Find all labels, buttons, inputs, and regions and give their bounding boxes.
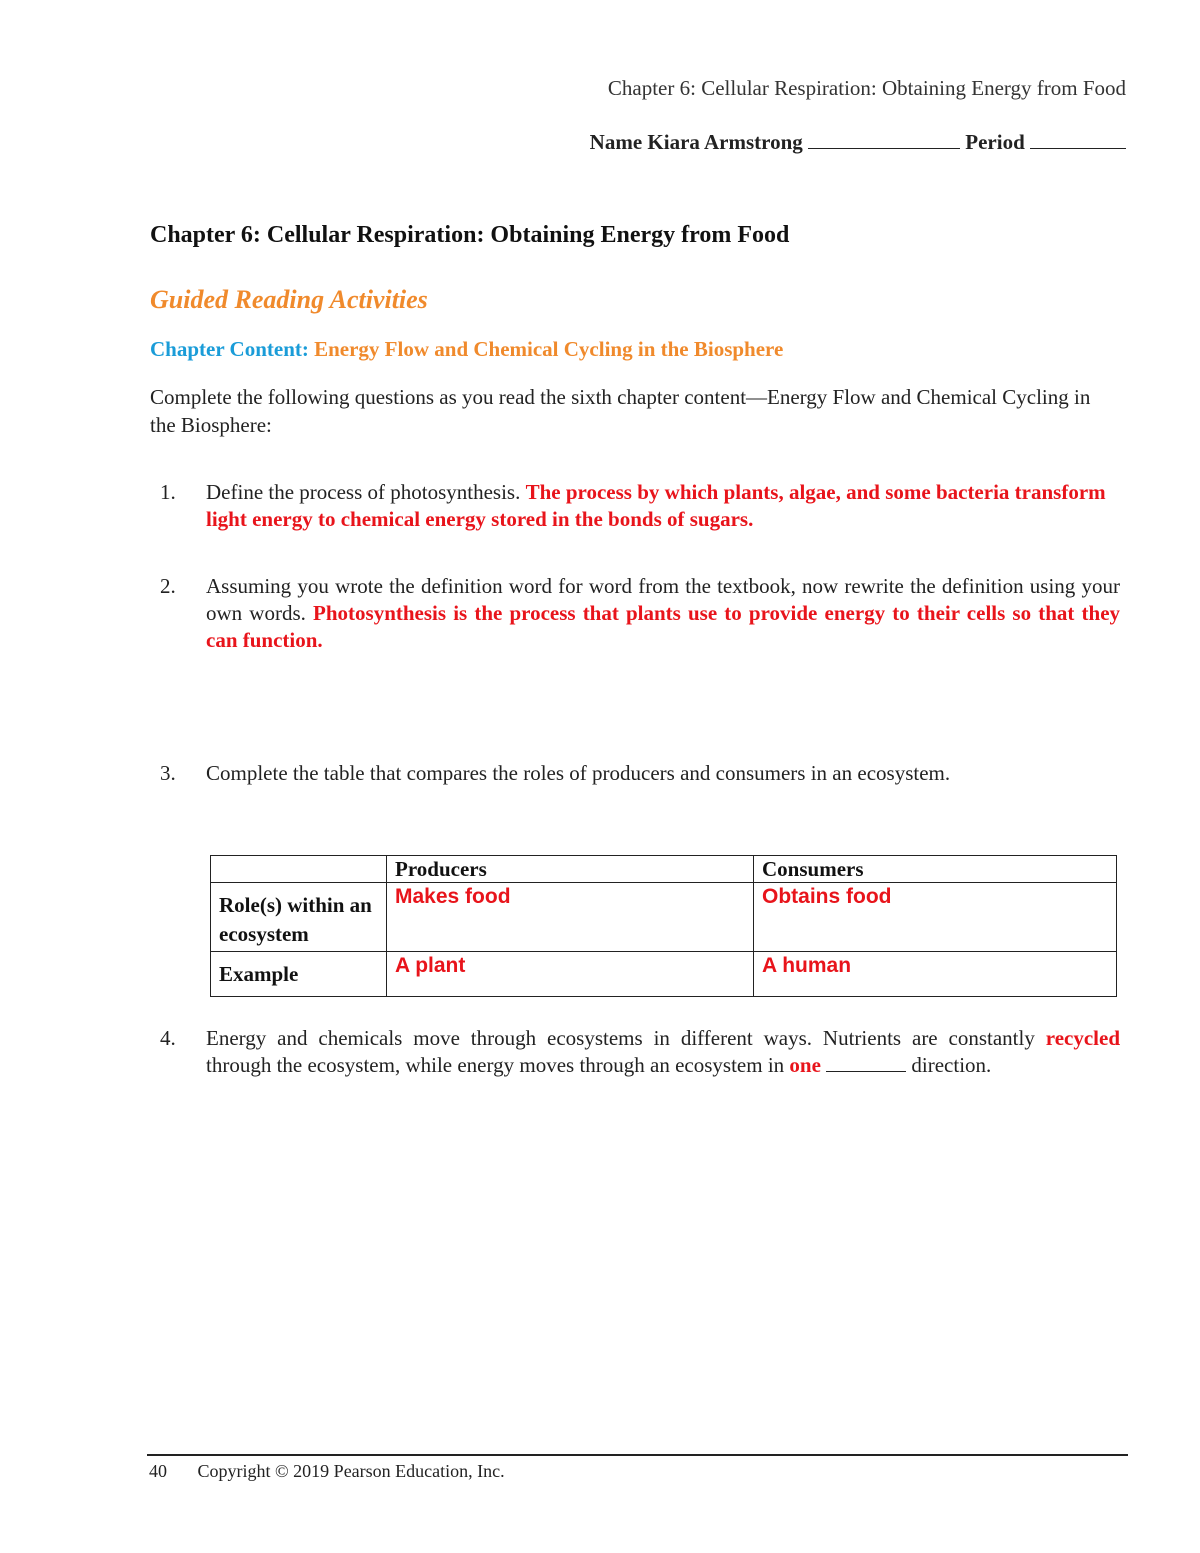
page-number: 40 — [149, 1461, 167, 1481]
question-number: 4. — [160, 1026, 176, 1050]
table-header-cell — [211, 856, 387, 883]
chapter-title: Chapter 6: Cellular Respiration: Obtaining Energy from Food — [150, 222, 790, 248]
question-number: 2. — [160, 574, 176, 598]
question-text-part2: through the ecosystem, while energy moves through an ecosystem in — [206, 1053, 785, 1077]
question-text-part1: Energy and chemicals move through ecosystems in different ways. Nutrients are constantly — [206, 1026, 1035, 1050]
intro-paragraph: Complete the following questions as you read the sixth chapter content—Energy Flow and Chemical Cycling in the Biosphere: — [150, 385, 1091, 437]
page-footer — [149, 1461, 505, 1482]
question-prompt: Assuming you wrote the definition word for word from the textbook, now rewrite the definition using your own words. — [206, 574, 1120, 625]
question-prompt: Define the process of photosynthesis. — [206, 480, 521, 504]
question-body — [206, 1025, 1120, 1079]
consumers-role-cell: Obtains food — [754, 883, 1117, 952]
chapter-content-label: Chapter Content: — [150, 337, 309, 361]
question-4 — [160, 1025, 1120, 1079]
table-header-producers: Producers — [387, 856, 754, 883]
question-text-part3: direction. — [911, 1053, 992, 1077]
chapter-content-value: Energy Flow and Chemical Cycling in the Biosphere — [314, 337, 784, 361]
student-name: Kiara Armstrong — [647, 130, 803, 154]
producers-example-cell: A plant — [387, 952, 754, 997]
question-body — [206, 760, 1120, 787]
footer-divider — [147, 1454, 1128, 1456]
table-header-row — [211, 856, 1117, 883]
table-header-consumers: Consumers — [754, 856, 1117, 883]
question-answer: Photosynthesis is the process that plants use to provide energy to their cells so that they can function. — [206, 601, 1121, 652]
copyright-notice: Copyright © 2019 Pearson Education, Inc. — [197, 1461, 505, 1481]
question-2 — [160, 573, 1120, 654]
name-label: Name — [589, 130, 643, 154]
question-answer: The process by which plants, algae, and some bacteria transform light energy to chemical energy stored in the bonds of sugars. — [206, 480, 1106, 531]
period-blank — [1030, 130, 1126, 149]
running-header: Chapter 6: Cellular Respiration: Obtaining Energy from Food — [607, 76, 1126, 100]
answer-blank — [826, 1053, 906, 1072]
question-body — [206, 479, 1120, 533]
question-body — [206, 573, 1120, 654]
question-answer-recycled: recycled — [1045, 1026, 1121, 1050]
question-1 — [160, 479, 1120, 533]
chapter-content-line — [150, 337, 783, 362]
question-answer-one: one — [789, 1053, 821, 1077]
name-blank — [808, 130, 960, 149]
producers-consumers-table — [210, 855, 1117, 997]
question-prompt: Complete the table that compares the roles of producers and consumers in an ecosystem. — [206, 761, 951, 785]
section-title: Guided Reading Activities — [150, 285, 428, 314]
period-label: Period — [965, 130, 1025, 154]
question-number: 3. — [160, 761, 176, 785]
consumers-example-cell: A human — [754, 952, 1117, 997]
question-3 — [160, 760, 1120, 787]
producers-role-cell: Makes food — [387, 883, 754, 952]
table-row — [211, 883, 1117, 952]
table-row — [211, 952, 1117, 997]
name-period-line — [590, 130, 1126, 155]
row-label: Role(s) within an ecosystem — [211, 883, 387, 952]
row-label: Example — [211, 952, 387, 997]
question-number: 1. — [160, 480, 176, 504]
